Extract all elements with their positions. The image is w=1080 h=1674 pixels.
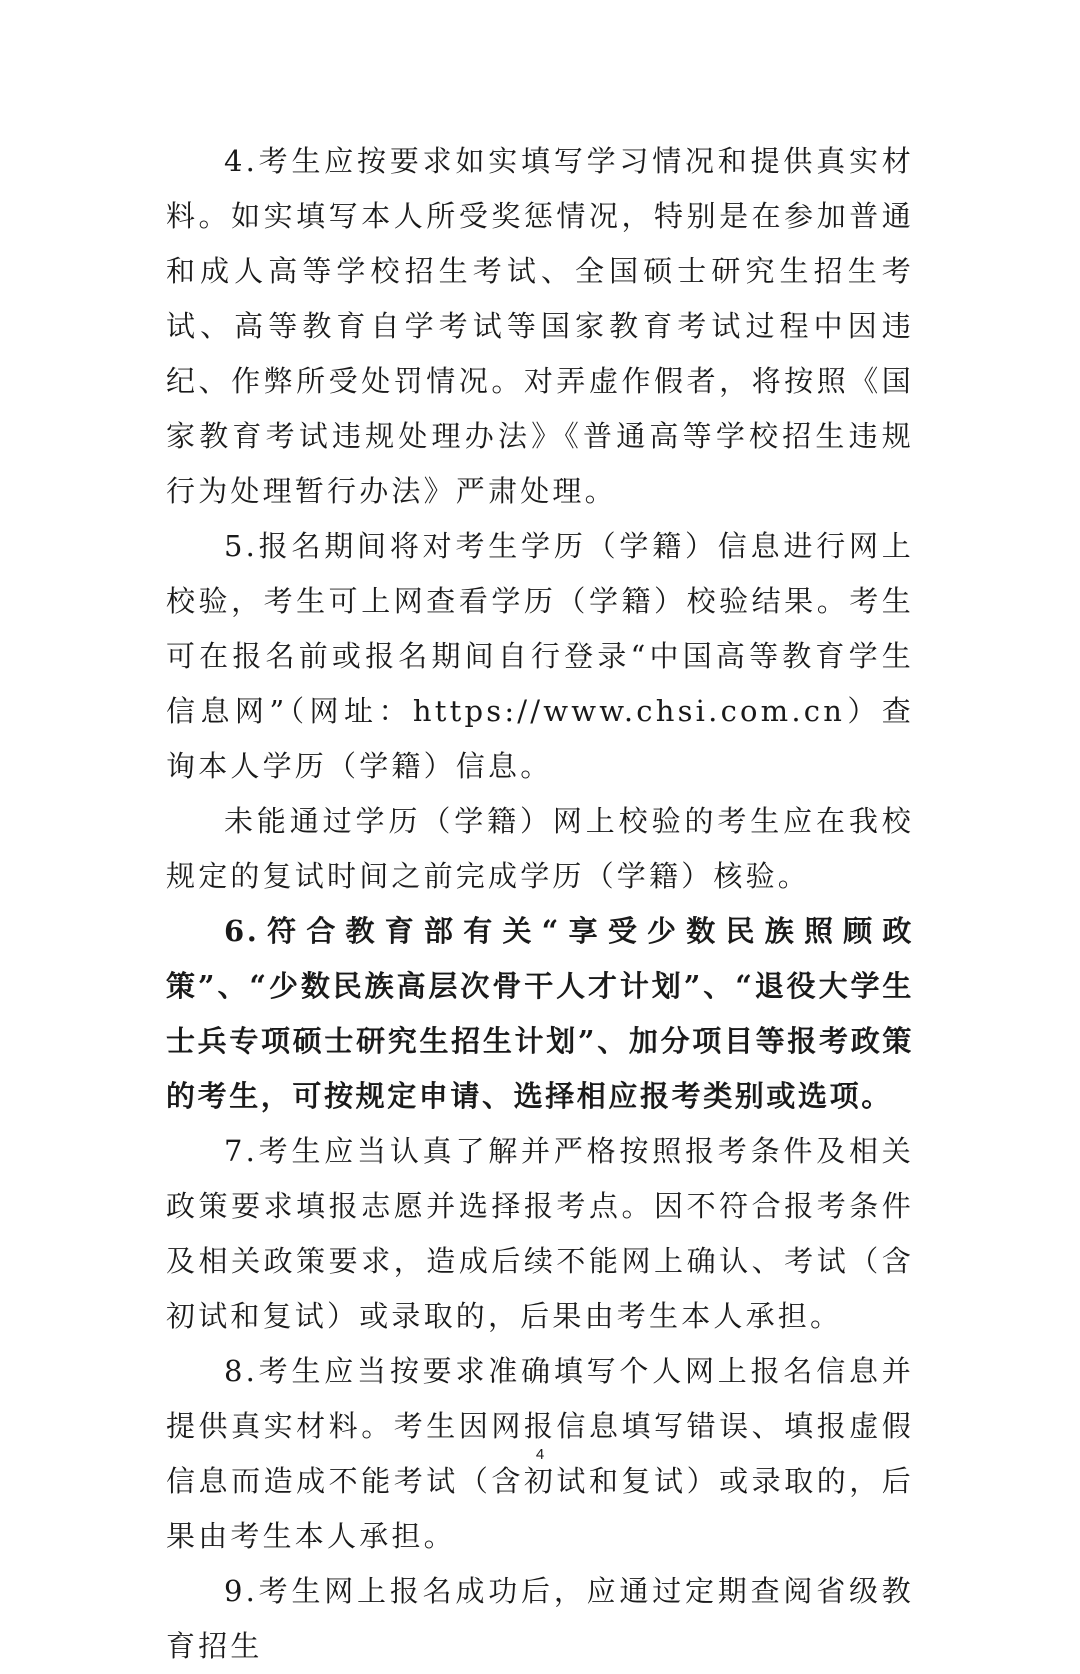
paragraph-item-8: 8.考生应当按要求准确填写个人网上报名信息并提供真实材料。考生因网报信息填写错误、填报虚假信息而造成不能考试（含初试和复试）或录取的，后果由考生本人承担。 (166, 1354, 914, 1553)
paragraph-item-4: 4.考生应按要求如实填写学习情况和提供真实材料。如实填写本人所受奖惩情况，特别是在参加普通和成人高等学校招生考试、全国硕士研究生招生考试、高等教育自学考试等国家教育考试过程中因违纪、作弊所受处罚情况。对弄虚作假者，将按照《国家教育考试违规处理办法》《普通高等学校招生违规行为处理暂行办法》严肃处理。 (166, 144, 914, 508)
paragraph-item-5: 5.报名期间将对考生学历（学籍）信息进行网上校验，考生可上网查看学历（学籍）校验结果。考生可在报名前或报名期间自行登录“中国高等教育学生信息网”（网址：https://www.chsi.com.cn）查询本人学历（学籍）信息。 (166, 529, 914, 783)
paragraph-item-9: 9.考生网上报名成功后，应通过定期查阅省级教育招生 (166, 1574, 914, 1663)
paragraph-item-5-note: 未能通过学历（学籍）网上校验的考生应在我校规定的复试时间之前完成学历（学籍）核验。 (166, 804, 914, 893)
paragraph-item-7: 7.考生应当认真了解并严格按照报考条件及相关政策要求填报志愿并选择报考点。因不符合报考条件及相关政策要求，造成后续不能网上确认、考试（含初试和复试）或录取的，后果由考生本人承担。 (166, 1134, 914, 1333)
paragraph-item-6: 6.符合教育部有关“享受少数民族照顾政策”、“少数民族高层次骨干人才计划”、“退役大学生士兵专项硕士研究生招生计划”、加分项目等报考政策的考生，可按规定申请、选择相应报考类别或选项。 (166, 914, 914, 1113)
page-number: 4 (535, 1446, 545, 1463)
body-text (166, 134, 914, 1674)
